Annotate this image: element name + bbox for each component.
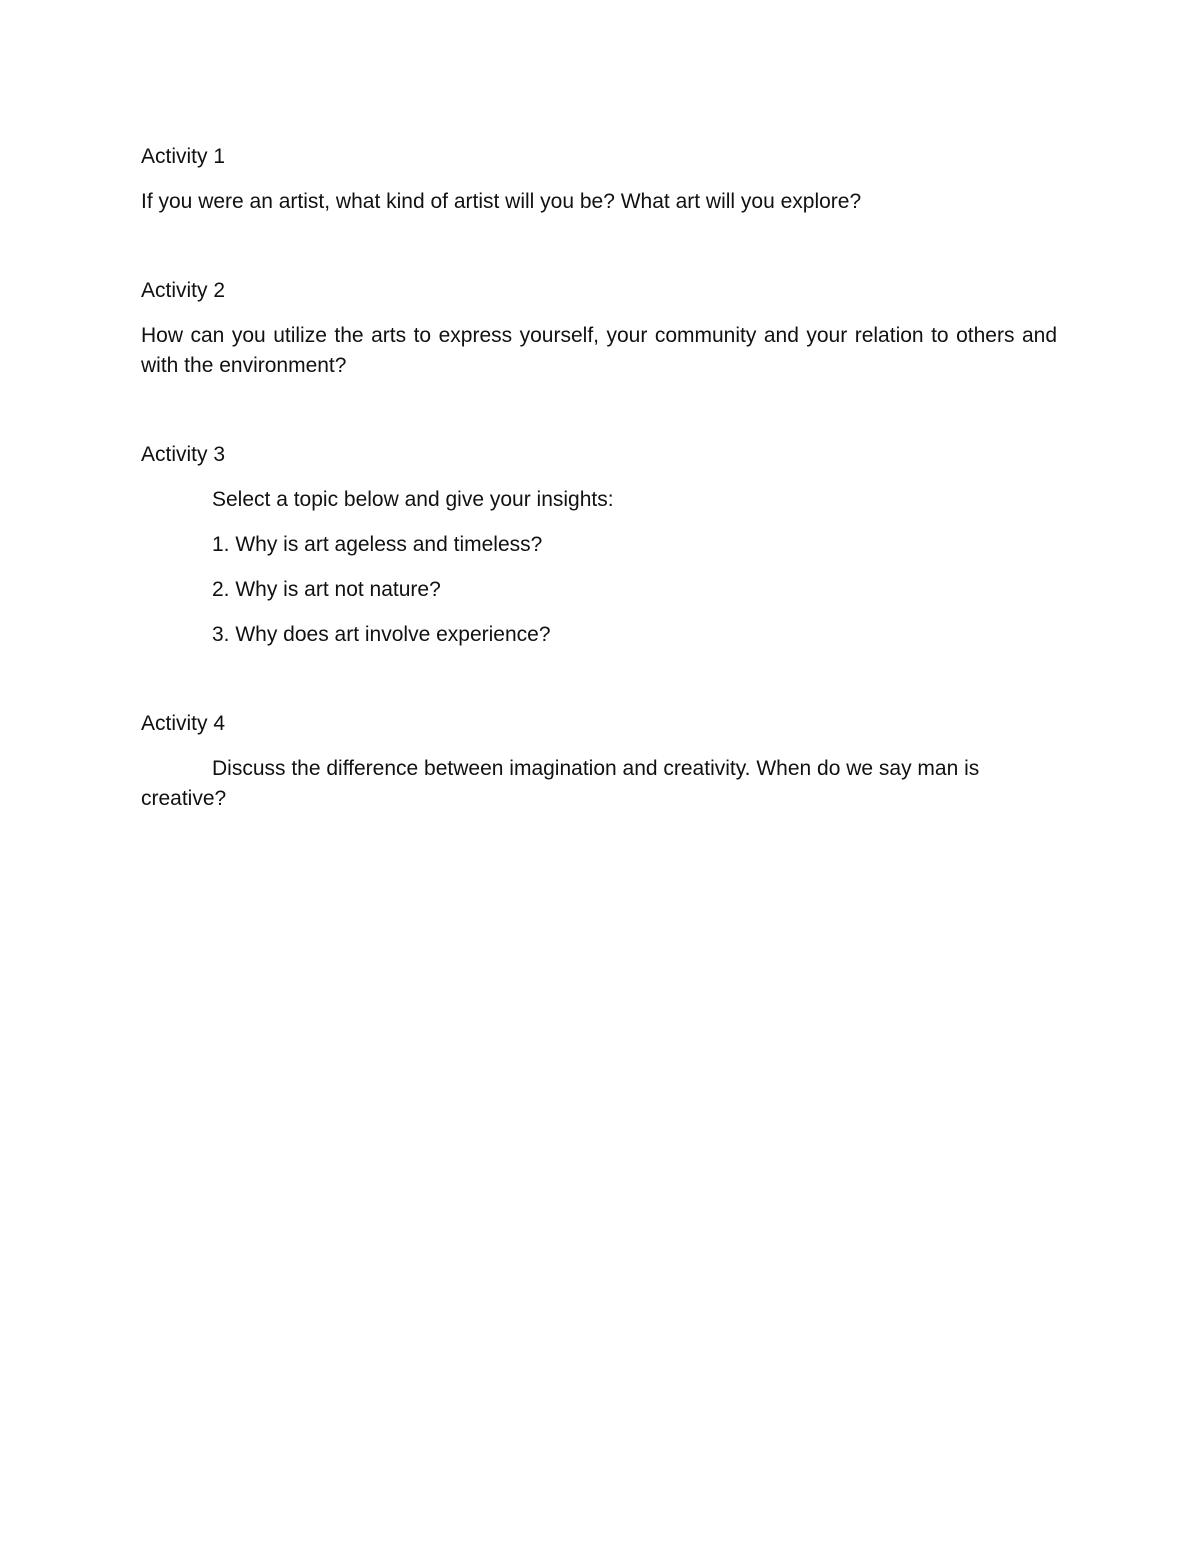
list-item: 3. Why does art involve experience? bbox=[212, 623, 551, 646]
activity-3-topic-list bbox=[212, 530, 1057, 650]
activity-2-prompt: How can you utilize the arts to express yourself, your community and your relation to others and with the environment? bbox=[141, 324, 1057, 377]
list-item: 1. Why is art ageless and timeless? bbox=[212, 533, 543, 556]
activity-3-intro: Select a topic below and give your insights: bbox=[212, 488, 614, 511]
activity-4-section bbox=[141, 709, 1057, 814]
document-body bbox=[141, 142, 1057, 814]
activity-2-title: Activity 2 bbox=[141, 279, 226, 302]
activity-2-section bbox=[141, 276, 1057, 381]
activity-3-title: Activity 3 bbox=[141, 443, 226, 466]
activity-3-section bbox=[141, 440, 1057, 650]
activity-4-title: Activity 4 bbox=[141, 712, 226, 735]
activity-1-title: Activity 1 bbox=[141, 145, 226, 168]
activity-4-prompt: Discuss the difference between imagination and creativity. When do we say man is creative? bbox=[141, 757, 980, 810]
list-item: 2. Why is art not nature? bbox=[212, 578, 441, 601]
activity-1-prompt: If you were an artist, what kind of artist will you be? What art will you explore? bbox=[141, 190, 862, 213]
activity-1-section bbox=[141, 142, 1057, 217]
